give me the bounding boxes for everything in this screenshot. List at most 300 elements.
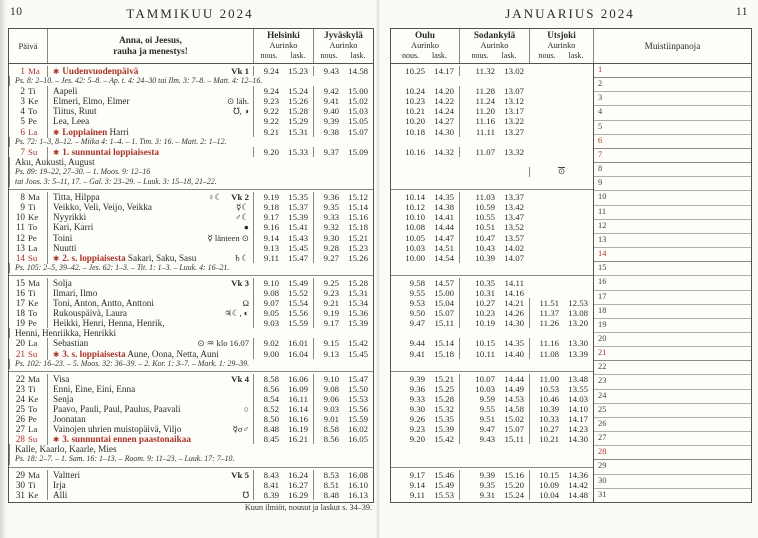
- oulu-times: [391, 288, 459, 298]
- holiday-name: 3. sunnuntai ennen paastonaikaa: [62, 434, 191, 445]
- weekday-abbrev: Ke: [28, 393, 39, 404]
- name-day-names: Kari, Karri: [53, 222, 94, 233]
- sunrise-time: 8.41: [263, 479, 279, 490]
- name-cell: [47, 96, 253, 106]
- name-day-names: Sebastian: [53, 338, 89, 349]
- sunrise-time: 8.58: [263, 373, 279, 384]
- sunset-time: 15.03: [348, 106, 368, 117]
- day-row: [9, 106, 373, 116]
- sunrise-time: 9.27: [323, 252, 339, 263]
- day-number: 10: [15, 212, 25, 223]
- sunset-time: 14.30: [568, 434, 588, 445]
- sunrise-time: 10.27: [539, 424, 559, 435]
- day-label: [9, 480, 47, 490]
- jyvaskyla-times: [313, 253, 373, 263]
- sunset-time: 16.21: [288, 434, 308, 445]
- sodankyla-times: [459, 288, 529, 298]
- text-row: [9, 263, 373, 273]
- name-day-names: Paavo, Pauli, Paul, Paulus, Paavali: [53, 404, 181, 414]
- notes-day-number: 28: [598, 447, 607, 457]
- day-row: [9, 202, 373, 212]
- notes-line: [594, 149, 751, 163]
- sunrise-time: 10.53: [539, 383, 559, 394]
- day-number: 18: [15, 308, 25, 319]
- sunset-time: 14.54: [434, 252, 454, 263]
- name-cell: [47, 414, 253, 424]
- name-day-names: Vainojen uhrien muistopäivä, Viljo: [53, 424, 182, 435]
- utsjoki-times: [529, 490, 593, 500]
- sunrise-time: 11.16: [539, 338, 559, 349]
- sunrise-time: 9.11: [409, 489, 425, 500]
- day-row: [9, 318, 373, 328]
- oulu-times: [391, 349, 459, 359]
- helsinki-times: [253, 116, 313, 126]
- sunset-time: 13.48: [568, 373, 588, 384]
- text-row: [9, 76, 373, 86]
- sunrise-time: 10.00: [405, 252, 425, 263]
- sunset-time: 15.45: [288, 242, 308, 253]
- sunset-time: 14.38: [434, 202, 454, 213]
- text-row: [9, 157, 373, 167]
- sunrise-time: 10.03: [475, 383, 495, 394]
- weekday-abbrev: Ti: [28, 202, 36, 213]
- helsinki-times: [253, 424, 313, 434]
- name-day-names: Veikko, Veli, Veijo, Veikka: [53, 202, 153, 213]
- sunrise-time: 10.03: [405, 242, 425, 253]
- week-block: [9, 64, 373, 189]
- day-label: [9, 318, 47, 328]
- helsinki-times: [253, 106, 313, 116]
- row-markers: [235, 212, 249, 222]
- helsinki-times: [253, 86, 313, 96]
- day-names: [53, 116, 89, 126]
- holiday-name: 3. s. loppiaisesta: [62, 348, 126, 359]
- day-label: [9, 243, 47, 253]
- sunrise-time: 10.16: [405, 146, 425, 157]
- sunset-time: 14.17: [568, 414, 588, 425]
- sun-times-row: [391, 192, 593, 202]
- notes-line: [594, 248, 751, 262]
- utsjoki-times: [529, 308, 593, 318]
- page-gutter-seam: [376, 0, 380, 538]
- day-names: [53, 480, 66, 490]
- sunset-time: 14.35: [434, 192, 454, 203]
- utsjoki-times: [529, 167, 593, 177]
- oulu-times: [391, 308, 459, 318]
- notes-line: [594, 418, 751, 432]
- sunrise-time: 9.18: [263, 202, 279, 213]
- calendar-table-header: [9, 29, 373, 64]
- sunrise-time: 10.35: [475, 277, 495, 288]
- oulu-times: [391, 374, 459, 384]
- sunrise-time: 9.51: [479, 414, 495, 425]
- sunrise-time: 8.52: [263, 404, 279, 414]
- city-header-helsinki: Helsinki Aurinko nous. lask.: [253, 29, 313, 63]
- name-day-names: Tiitus, Ruut: [53, 106, 97, 117]
- astronomy-symbol: ♄☾: [233, 252, 249, 263]
- sunrise-time: 10.33: [539, 414, 559, 425]
- sunrise-time: 8.48: [263, 424, 279, 435]
- sunrise-time: 10.27: [475, 298, 495, 309]
- sunset-time: 15.49: [434, 479, 454, 490]
- sunset-time: 14.51: [434, 242, 454, 253]
- weekday-abbrev: Pe: [28, 318, 37, 329]
- row-markers: [222, 374, 249, 384]
- sunset-time: 16.11: [288, 393, 308, 404]
- sunrise-time: 9.10: [323, 373, 339, 384]
- sunset-time: 13.20: [568, 318, 588, 329]
- day-row: [9, 308, 373, 318]
- sunrise-time: 9.14: [263, 232, 279, 243]
- sunrise-time: 11.11: [475, 126, 495, 137]
- notes-day-number: 8: [598, 164, 603, 174]
- sunset-time: 14.44: [504, 373, 524, 384]
- notes-line: [594, 135, 751, 149]
- day-names: [53, 288, 97, 298]
- sunset-time: 15.11: [434, 318, 454, 329]
- weekday-abbrev: Ke: [28, 212, 39, 223]
- astronomy-symbol: ℧: [242, 489, 249, 500]
- astronomy-symbol: ☿σ♂: [232, 424, 249, 435]
- sunset-time: 15.37: [288, 202, 308, 213]
- sunrise-time: 9.30: [323, 232, 339, 243]
- notes-line: [594, 92, 751, 106]
- day-number: 26: [15, 414, 25, 425]
- sunset-time: 14.53: [504, 393, 524, 404]
- sunrise-time: 9.47: [479, 424, 495, 435]
- notes-line: [594, 64, 751, 78]
- sunset-time: 15.42: [434, 434, 454, 445]
- helsinki-times: [253, 243, 313, 253]
- weekday-abbrev: La: [28, 242, 38, 253]
- sodankyla-times: [459, 253, 529, 263]
- helsinki-times: [253, 374, 313, 384]
- day-row: [9, 338, 373, 348]
- scripture-reference: Ps. 72: 1–3, 8–12. – Miika 4: 1–4. – 1. Tim. 3: 16. – Matt. 2: 1–12.: [9, 137, 373, 147]
- sunrise-time: 11.32: [475, 66, 495, 76]
- sunrise-time: 9.13: [323, 348, 339, 359]
- oulu-times: [391, 202, 459, 212]
- name-cell: [47, 374, 253, 384]
- sunrise-time: 9.08: [323, 383, 339, 394]
- astronomy-symbol: ♂☾: [234, 212, 249, 223]
- weekday-abbrev: Ti: [28, 86, 36, 97]
- day-number: 3: [20, 96, 25, 107]
- jyvaskyla-times: [313, 318, 373, 328]
- name-day-names: Heikki, Henri, Henna, Henrik,: [53, 318, 165, 329]
- sunrise-time: 9.19: [323, 308, 339, 319]
- weekday-abbrev: To: [28, 308, 38, 319]
- sunrise-time: 10.39: [539, 404, 559, 414]
- sunrise-time: 9.05: [263, 308, 279, 319]
- city-header-jyvaskyla: Jyväskylä Aurinko nous. lask.: [313, 29, 373, 63]
- sun-times-row: [391, 328, 593, 338]
- left-page-header: [0, 6, 379, 24]
- sodankyla-times: [459, 127, 529, 137]
- sunrise-time: 9.32: [323, 222, 339, 233]
- jyvaskyla-times: [313, 384, 373, 394]
- weekday-abbrev: Ti: [28, 383, 36, 394]
- sunset-time: 15.29: [288, 116, 308, 127]
- day-label: [9, 404, 47, 414]
- sunrise-time: 9.03: [323, 404, 339, 414]
- astronomy-symbol: ☿☾: [236, 202, 249, 213]
- notes-day-number: 31: [598, 489, 607, 499]
- sun-times-table-header: [391, 29, 751, 64]
- sunrise-time: 9.16: [263, 222, 279, 233]
- sunrise-time: 10.46: [539, 393, 559, 404]
- sunset-time: 15.47: [288, 252, 308, 263]
- day-label: [9, 116, 47, 126]
- sunset-time: 15.28: [348, 277, 368, 288]
- sodankyla-times: [459, 222, 529, 232]
- jyvaskyla-times: [313, 404, 373, 414]
- sun-times-row: [391, 444, 593, 454]
- name-day-names: Elmeri, Elmo, Elmer: [53, 96, 130, 107]
- utsjoki-times: [529, 470, 593, 480]
- notes-line: [594, 121, 751, 135]
- day-number: 19: [15, 318, 25, 329]
- day-row: [9, 434, 373, 444]
- day-number: 24: [15, 393, 25, 404]
- row-markers: [233, 106, 249, 116]
- day-label: [9, 470, 47, 480]
- sunrise-time: 9.19: [263, 192, 279, 203]
- week-block: [391, 64, 593, 189]
- jyvaskyla-times: [313, 308, 373, 318]
- sodankyla-times: [459, 424, 529, 434]
- jyvaskyla-times: [313, 66, 373, 76]
- week-number-label: Vk 1: [231, 66, 249, 76]
- helsinki-times: [253, 384, 313, 394]
- sun-times-row: [391, 384, 593, 394]
- day-number: 30: [15, 479, 25, 490]
- sunrise-time: 10.04: [539, 489, 559, 500]
- sunrise-time: 11.26: [539, 318, 559, 329]
- notes-day-number: 1: [598, 65, 603, 74]
- day-names: [53, 222, 93, 232]
- notes-day-number: 9: [598, 178, 603, 188]
- oulu-times: [391, 298, 459, 308]
- sun-times-row: [391, 96, 593, 106]
- sodankyla-times: [459, 233, 529, 243]
- row-markers: [208, 192, 249, 202]
- name-day-names: Joonatan: [53, 414, 86, 425]
- jyvaskyla-times: [313, 394, 373, 404]
- oulu-times: [391, 106, 459, 116]
- sunrise-time: 9.36: [409, 383, 425, 394]
- day-number: 12: [15, 232, 25, 243]
- sunrise-time: 11.20: [475, 106, 495, 117]
- sunrise-time: 9.24: [263, 66, 279, 76]
- jyvaskyla-times: [313, 222, 373, 232]
- helsinki-times: [253, 66, 313, 76]
- jyvaskyla-times: [313, 490, 373, 500]
- sunset-time: 15.36: [348, 308, 368, 319]
- notes-line: [594, 262, 751, 276]
- sunset-time: 15.16: [504, 469, 524, 480]
- sunrise-time: 9.22: [263, 116, 279, 127]
- sunrise-time: 8.45: [263, 434, 279, 445]
- row-markers: [222, 278, 249, 288]
- sunrise-time: 8.43: [263, 469, 279, 480]
- sunset-time: 16.04: [288, 348, 308, 359]
- sunset-time: 14.02: [504, 242, 524, 253]
- oulu-times: [391, 338, 459, 348]
- helsinki-times: [253, 349, 313, 359]
- day-names: [53, 233, 72, 243]
- sun-times-columns: [391, 64, 593, 502]
- text-row: [9, 328, 373, 338]
- astronomy-symbol: ⊙ ♒ klo 16.07: [197, 338, 249, 349]
- day-names: [53, 414, 86, 424]
- sunset-time: 15.53: [348, 393, 368, 404]
- sun-times-row: [391, 202, 593, 212]
- oulu-times: [391, 470, 459, 480]
- weekday-abbrev: Ma: [28, 469, 40, 480]
- day-row: [9, 116, 373, 126]
- calendar-table: [8, 28, 374, 503]
- sunset-time: 15.33: [288, 146, 308, 157]
- sunset-time: 16.14: [288, 404, 308, 414]
- day-row: [9, 278, 373, 288]
- day-label: [9, 424, 47, 434]
- day-number: 7: [20, 146, 25, 157]
- sunrise-time: 10.23: [475, 308, 495, 319]
- notes-day-number: 26: [598, 418, 607, 428]
- sunset-time: 13.42: [504, 202, 524, 213]
- notes-day-number: 3: [598, 93, 603, 103]
- name-day-names: Aapeli: [53, 86, 78, 97]
- sun-times-row: [391, 278, 593, 288]
- day-names: [53, 424, 181, 434]
- city-header-sodankyla: Sodankylä Aurinko nous. lask.: [459, 29, 529, 63]
- name-day-continuation: Aku, Aukusti, August: [9, 157, 215, 167]
- astronomy-symbol: ●: [243, 222, 249, 233]
- scripture-reference: Ps. 102: 16–23. – 5. Moos. 32: 36–39. – 2. Kor. 1: 3–7. – Mark. 1: 29–39.: [9, 359, 373, 369]
- sodankyla-times: [459, 106, 529, 116]
- row-markers: [233, 424, 249, 434]
- sunset-time: 13.08: [568, 308, 588, 319]
- sunrise-time: 9.53: [409, 298, 425, 309]
- sunset-time: 15.07: [504, 424, 524, 435]
- sunset-time: 15.25: [434, 383, 454, 394]
- day-number: 29: [15, 469, 25, 480]
- row-markers: [197, 338, 249, 348]
- day-number: 16: [15, 287, 25, 298]
- sunrise-time: 9.36: [323, 192, 339, 203]
- sunrise-time: 10.15: [539, 469, 559, 480]
- day-row: [9, 222, 373, 232]
- week-block: [391, 371, 593, 467]
- sunset-time: 14.58: [504, 404, 524, 414]
- sunset-time: 15.53: [434, 489, 454, 500]
- sunrise-time: 9.55: [409, 287, 425, 298]
- sunset-time: 14.30: [434, 126, 454, 137]
- sunset-time: 15.28: [434, 393, 454, 404]
- jyvaskyla-times: [313, 338, 373, 348]
- notes-day-number: 25: [598, 404, 607, 414]
- week-number-label: Vk 5: [231, 469, 249, 480]
- name-cell: [47, 490, 253, 500]
- notes-day-number: 4: [598, 107, 603, 117]
- helsinki-times: [253, 490, 313, 500]
- sunrise-time: 9.14: [409, 479, 425, 490]
- oulu-times: [391, 394, 459, 404]
- sunset-time: 14.40: [504, 348, 524, 359]
- row-markers: [243, 298, 249, 308]
- notes-day-number: 13: [598, 234, 607, 244]
- helsinki-times: [253, 338, 313, 348]
- city-header-utsjoki: Utsjoki Aurinko nous. lask.: [529, 29, 593, 63]
- name-day-names: Nyyrikki: [53, 212, 87, 223]
- notes-line: [594, 375, 751, 389]
- week-number-label: Vk 4: [231, 373, 249, 384]
- astronomy-symbol: ♃☾, ◐: [224, 308, 249, 319]
- sodankyla-times: [459, 298, 529, 308]
- sunset-time: 16.29: [288, 489, 308, 500]
- jyvaskyla-times: [313, 243, 373, 253]
- name-day-names: Nuutti: [53, 242, 77, 253]
- sunrise-time: 11.00: [539, 373, 559, 384]
- helsinki-times: [253, 414, 313, 424]
- holiday-name: 2. s. loppiaisesta: [62, 252, 126, 263]
- sun-times-row: [391, 288, 593, 298]
- notes-day-number: 11: [598, 206, 607, 216]
- sunset-time: 16.27: [288, 479, 308, 490]
- day-number: 28: [15, 434, 25, 445]
- oulu-times: [391, 253, 459, 263]
- name-cell: [47, 243, 253, 253]
- sodankyla-times: [459, 96, 529, 106]
- sunset-time: 15.02: [504, 414, 524, 425]
- text-row: [9, 167, 373, 177]
- notes-line: [594, 191, 751, 205]
- notes-column: [593, 64, 751, 502]
- sunset-time: 15.26: [288, 96, 308, 107]
- sunrise-time: 9.55: [479, 404, 495, 414]
- notes-line: [594, 163, 751, 177]
- sunset-time: 13.02: [504, 66, 524, 76]
- sunrise-time: 8.56: [263, 383, 279, 394]
- sunrise-time: 11.24: [475, 96, 495, 107]
- sun-times-row: [391, 243, 593, 253]
- utsjoki-times: [529, 318, 593, 328]
- day-names: [53, 394, 73, 404]
- sunrise-time: 9.20: [263, 146, 279, 157]
- sunset-time: 16.01: [288, 338, 308, 349]
- weekday-abbrev: Ma: [28, 277, 40, 288]
- notes-day-number: 23: [598, 376, 607, 386]
- utsjoki-times: [529, 424, 593, 434]
- week-block: [9, 371, 373, 467]
- day-row: [9, 243, 373, 253]
- sunrise-time: 10.47: [475, 232, 495, 243]
- sunrise-time: 10.20: [405, 116, 425, 127]
- weekday-abbrev: Ma: [28, 373, 40, 384]
- notes-line: [594, 220, 751, 234]
- name-cell: [47, 308, 253, 318]
- week-block: [391, 189, 593, 275]
- sodankyla-times: [459, 116, 529, 126]
- sunrise-time: 11.08: [539, 348, 559, 359]
- sunset-time: 15.28: [288, 106, 308, 117]
- notes-line: [594, 404, 751, 418]
- weekday-abbrev: Pe: [28, 116, 37, 127]
- sunrise-time: 9.24: [263, 86, 279, 97]
- week-block: [391, 275, 593, 371]
- day-names: [53, 106, 97, 116]
